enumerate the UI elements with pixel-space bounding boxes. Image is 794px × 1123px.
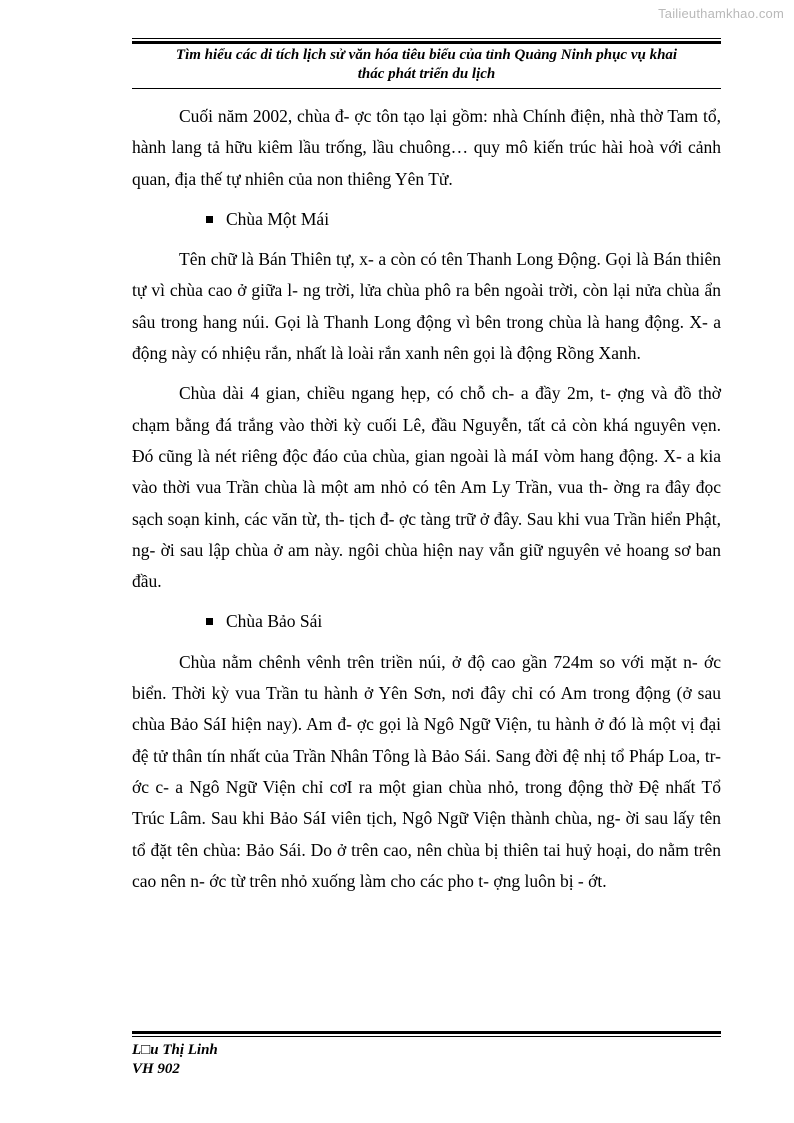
footer-author: L□u Thị Linh (132, 1042, 218, 1058)
header-rule-thin (132, 38, 721, 39)
section-bullet-mot-mai (132, 204, 721, 235)
footer-class-code: VH 902 (132, 1061, 180, 1077)
square-bullet-icon (206, 216, 213, 223)
header-rule-thick (132, 41, 721, 44)
square-bullet-icon (206, 618, 213, 625)
running-footer (132, 1041, 218, 1079)
running-header (132, 46, 721, 84)
section-title-mot-mai: Chùa Một Mái (226, 208, 330, 229)
paragraph-2: Tên chữ là Bán Thiên tự, x- a còn có tên Thanh Long Động. Gọi là Bán thiên tự vì chùa cao ở giữa l- ng trời, lửa chùa phô ra bên ngoài trời, còn lại nửa chùa ẩn sâu trong hang núi. Gọi là Thanh Long động vì bên trong chùa là hang động. X- a động này có nhiệu rắn, nhất là loài rắn xanh nên gọi là động Rồng Xanh. (132, 249, 721, 364)
footer-rule-thick (132, 1031, 721, 1034)
watermark: Tailieuthamkhao.com (658, 6, 784, 21)
paragraph-4: Chùa nằm chênh vênh trên triền núi, ở độ cao gần 724m so với mặt n- ớc biển. Thời kỳ vua Trần tu hành ở Yên Sơn, nơi đây chỉ có Am trong động (ở sau chùa Bảo SáI hiện nay). Am đ- ợc gọi là Ngô Ngữ Viện, tu hành ở đó là một vị đại đệ tử thân tín nhất của Trần Nhân Tông là Bảo Sái. Sang đời đệ nhị tổ Pháp Loa, tr- ớc c- a Ngô Ngữ Viện chỉ cơI ra một gian chùa nhỏ, trong động thờ Đệ nhất Tổ Trúc Lâm. Sau khi Bảo SáI viên tịch, Ngô Ngữ Viện thành chùa, ng- ời sau lấy tên tổ đặt tên chùa: Bảo Sái. Do ở trên cao, nên chùa bị thiên tai huỷ hoại, do nằm trên cao nên n- ớc từ trên nhỏ xuống làm cho các pho t- ợng luôn bị - ớt. (132, 651, 721, 891)
paragraph-3: Chùa dài 4 gian, chiều ngang hẹp, có chỗ ch- a đầy 2m, t- ợng và đồ thờ chạm bằng đá trắng vào thời kỳ cuối Lê, đầu Nguyễn, tất cả còn khá nguyên vẹn. Đó cũng là nét riêng độc đáo của chùa, gian ngoài là máI vòm hang động. X- a kia vào thời vua Trần chùa là một am nhỏ có tên Am Ly Trần, vua th- ờng ra đây đọc sạch soạn kinh, các văn từ, th- tịch đ- ợc tàng trữ ở đây. Sau khi vua Trần hiển Phật, ng- ời sau lập chùa ở am này. ngôi chùa hiện nay vẫn giữ nguyên vẻ hoang sơ ban đầu. (132, 383, 721, 592)
header-line-1: Tìm hiểu các di tích lịch sử văn hóa tiêu biểu của tỉnh Quảng Ninh phục vụ khai (175, 47, 678, 63)
section-title-bao-sai: Chùa Bảo Sái (226, 611, 323, 632)
paragraph-1: Cuối năm 2002, chùa đ- ợc tôn tạo lại gồm: nhà Chính điện, nhà thờ Tam tổ, hành lang tả hữu kiêm lầu trống, lầu chuông… quy mô kiến trúc hài hoà với cảnh quan, địa thế tự nhiên của non thiêng Yên Tử. (132, 106, 721, 189)
page-body (132, 101, 721, 906)
header-underline (132, 88, 721, 89)
header-line-2: thác phát triển du lịch (357, 66, 496, 82)
footer-rule-thin (132, 1036, 721, 1037)
section-bullet-bao-sai (132, 606, 721, 637)
